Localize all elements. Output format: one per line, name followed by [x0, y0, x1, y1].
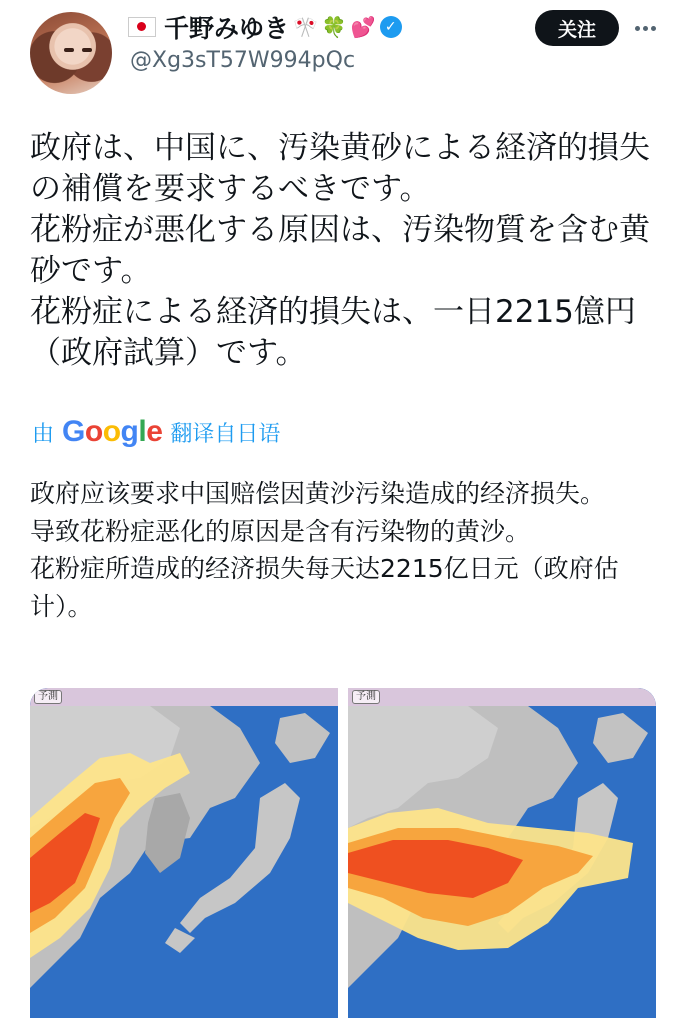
verified-badge-icon: ✓ [380, 16, 402, 38]
map-graphic [30, 688, 338, 1018]
dust-forecast-map-image[interactable] [348, 688, 656, 1018]
more-horizontal-icon[interactable] [630, 14, 660, 42]
google-logo [62, 415, 162, 449]
crossed-flags-emoji: 🎌 [293, 15, 318, 39]
google-letter: l [138, 415, 147, 448]
google-letter: o [84, 415, 103, 448]
translation-line: 导致花粉症恶化的原因是含有污染物的黄沙。 [30, 516, 531, 546]
google-letter: g [120, 415, 139, 448]
hearts-emoji: 💕 [350, 15, 376, 39]
tweet-line: 花粉症による経済的損失は、一日2215億円（政府試算）です。 [30, 294, 636, 371]
tweet-text-original [30, 128, 670, 374]
user-handle[interactable]: @Xg3sT57W994pQc [130, 48, 356, 73]
clover-emoji: 🍀 [321, 15, 347, 39]
translation-line: 政府应该要求中国赔偿因黄沙污染造成的经济损失。 [30, 479, 606, 508]
google-letter: e [146, 415, 163, 448]
tweet-media [30, 688, 660, 1018]
display-name[interactable]: 千野みゆき [164, 14, 290, 43]
tweet-text-translation [30, 475, 670, 625]
google-letter: G [62, 415, 85, 448]
google-wordmark [62, 415, 162, 448]
translation-attribution[interactable] [32, 415, 280, 449]
dust-forecast-map-image[interactable] [30, 688, 338, 1018]
translation-line: 花粉症所造成的经济损失每天达2215亿日元（政府估计）。 [30, 554, 619, 621]
forecast-badge: 予測 [352, 690, 380, 704]
map-graphic [348, 688, 656, 1018]
author-name-row[interactable] [128, 10, 402, 44]
translation-suffix: 翻译自日语 [170, 421, 281, 447]
tweet-header [0, 0, 690, 96]
google-letter: o [102, 415, 121, 448]
tweet-line: 政府は、中国に、汚染黄砂による経済的損失の補償を要求するべきです。 [30, 130, 650, 207]
avatar[interactable] [30, 12, 112, 94]
tweet-line: 花粉症が悪化する原因は、汚染物質を含む黄砂です。 [30, 212, 650, 289]
forecast-badge: 予測 [34, 690, 62, 704]
translation-prefix: 由 [32, 421, 55, 447]
follow-button[interactable]: 关注 [535, 10, 619, 46]
japan-flag-icon [128, 17, 156, 37]
